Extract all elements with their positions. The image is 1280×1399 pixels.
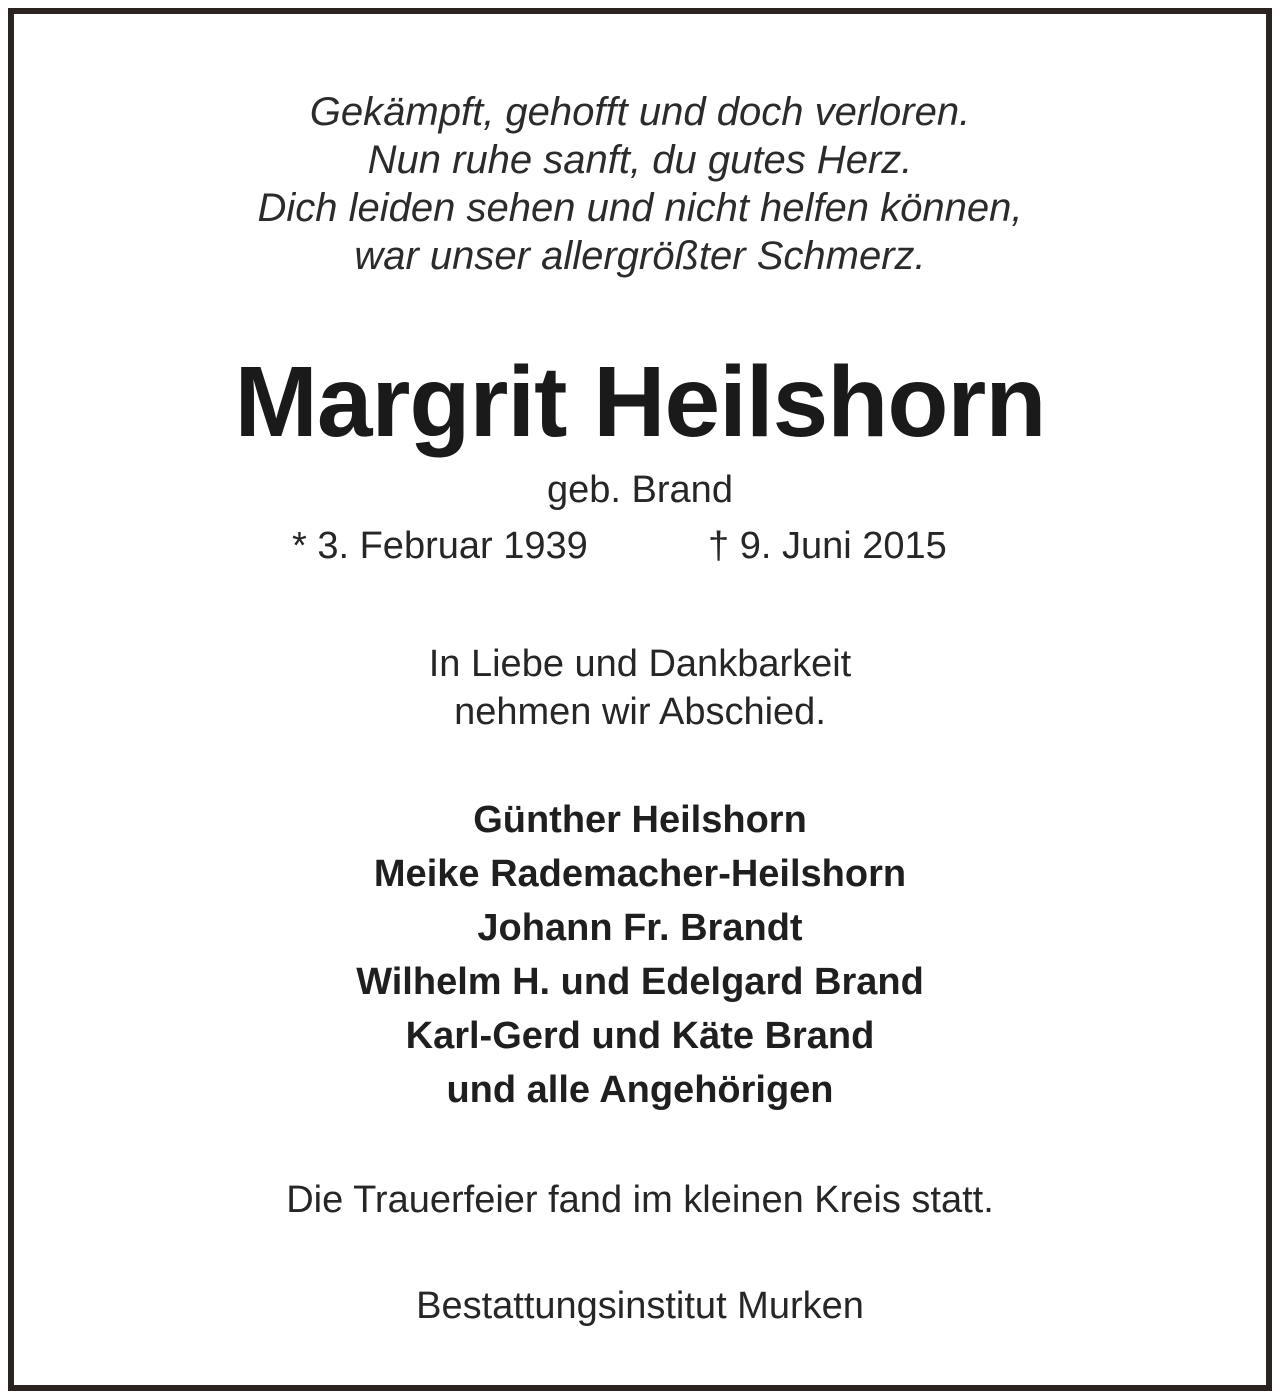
ceremony-note: Die Trauerfeier fand im kleinen Kreis statt. [286,1179,994,1221]
verse-line-1: Gekämpft, gehofft und doch verloren. [309,90,971,134]
mourner-name: Karl-Gerd und Käte Brand [405,1015,875,1057]
obituary-notice [14,14,1266,1385]
death-date: † 9. Juni 2015 [708,525,947,567]
mourner-name: Meike Rademacher-Heilshorn [373,853,907,895]
mourner-name: und alle Angehörigen [446,1069,834,1111]
mourner-name: Johann Fr. Brandt [477,907,803,949]
farewell-line-2: nehmen wir Abschied. [454,691,826,733]
birth-date: * 3. Februar 1939 [292,525,588,567]
deceased-name: Margrit Heilshorn [234,346,1046,458]
funeral-home: Bestattungsinstitut Murken [416,1285,864,1327]
mourner-name: Günther Heilshorn [473,799,807,841]
verse-line-4: war unser allergrößter Schmerz. [354,234,926,278]
farewell-line-1: In Liebe und Dankbarkeit [428,643,852,685]
obituary-frame [8,8,1272,1391]
maiden-name: geb. Brand [547,469,733,511]
verse-line-3: Dich leiden sehen und nicht helfen können, [257,186,1023,230]
mourner-name: Wilhelm H. und Edelgard Brand [356,961,924,1003]
verse-line-2: Nun ruhe sanft, du gutes Herz. [367,138,913,182]
